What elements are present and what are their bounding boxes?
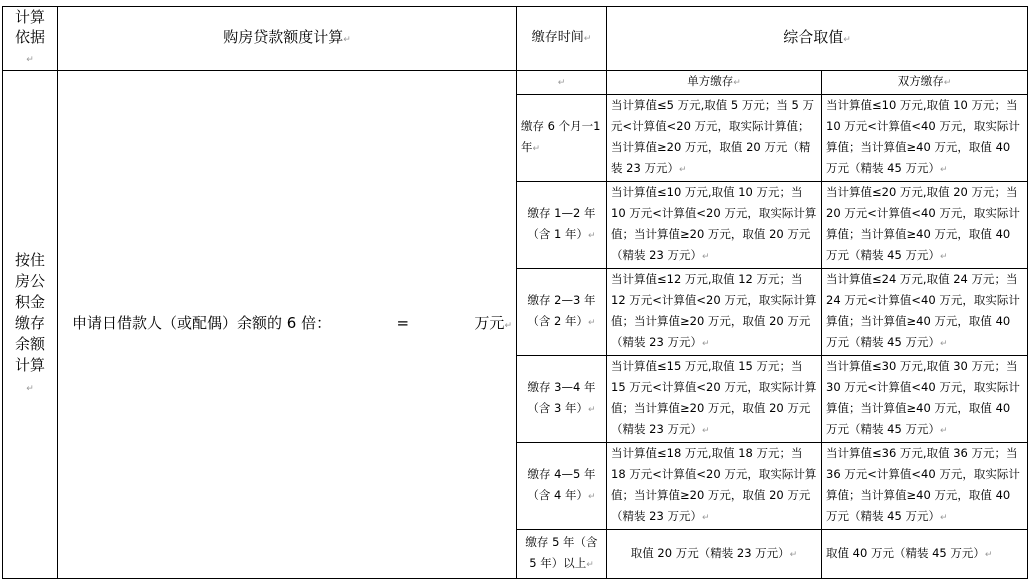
deposit-time: 缴存 1—2 年（含 1 年） ↵: [517, 182, 607, 269]
header-single: 单方缴存 ↵: [607, 71, 822, 95]
double-value: 取值 40 万元（精装 45 万元） ↵: [822, 530, 1028, 579]
deposit-time: 缴存 4—5 年（含 4 年） ↵: [517, 443, 607, 530]
double-value: 当计算值≤36 万元,取值 36 万元；当 36 万元<计算值<40 万元，取实际计算值；当计算值≥40 万元，取值 40 万元（精装 45 万元） ↵: [822, 443, 1028, 530]
double-value: 当计算值≤20 万元,取值 20 万元；当 20 万元<计算值<40 万元，取实际计算值；当计算值≥40 万元，取值 40 万元（精装 45 万元） ↵: [822, 182, 1028, 269]
double-value: 当计算值≤10 万元,取值 10 万元；当 10 万元<计算值<40 万元，取实际计算值；当计算值≥40 万元，取值 40 万元（精装 45 万元） ↵: [822, 95, 1028, 182]
formula-cell: [58, 71, 517, 579]
formula-equals: =: [396, 314, 410, 332]
header-combined: 综合取值 ↵: [607, 7, 1028, 71]
header-deposit-time: 缴存时间 ↵: [517, 7, 607, 71]
single-value: 当计算值≤18 万元,取值 18 万元；当 18 万元<计算值<20 万元，取实际计算值；当计算值≥20 万元，取值 20 万元（精装 23 万元） ↵: [607, 443, 822, 530]
basis-cell: 按住房公积金缴存余额计算 ↵: [3, 71, 58, 579]
header-double: 双方缴存 ↵: [822, 71, 1028, 95]
deposit-time: 缴存 2—3 年（含 2 年） ↵: [517, 269, 607, 356]
subheader-empty: [517, 71, 607, 95]
deposit-time: 缴存 3—4 年（含 3 年） ↵: [517, 356, 607, 443]
double-value: 当计算值≤24 万元,取值 24 万元；当 24 万元<计算值<40 万元，取实际计算值；当计算值≥40 万元，取值 40 万元（精装 45 万元） ↵: [822, 269, 1028, 356]
single-value: 当计算值≤5 万元,取值 5 万元；当 5 万元<计算值<20 万元，取实际计算值；当计算值≥20 万元，取值 20 万元（精装 23 万元） ↵: [607, 95, 822, 182]
deposit-time: 缴存 6 个月一1 年 ↵: [517, 95, 607, 182]
formula-unit: 万元 ↵: [474, 313, 512, 336]
single-value: 当计算值≤15 万元,取值 15 万元；当 15 万元<计算值<20 万元，取实际计算值；当计算值≥20 万元，取值 20 万元（精装 23 万元） ↵: [607, 356, 822, 443]
single-value: 取值 20 万元（精装 23 万元） ↵: [607, 530, 822, 579]
formula-text: 申请日借款人（或配偶）余额的 6 倍：: [72, 314, 332, 332]
single-value: 当计算值≤12 万元,取值 12 万元；当 12 万元<计算值<20 万元，取实际计算值；当计算值≥20 万元，取值 20 万元（精装 23 万元） ↵: [607, 269, 822, 356]
single-value: 当计算值≤10 万元,取值 10 万元；当 10 万元<计算值<20 万元，取实际计算值；当计算值≥20 万元，取值 20 万元（精装 23 万元） ↵: [607, 182, 822, 269]
loan-limit-table: [2, 6, 1028, 579]
deposit-time: 缴存 5 年（含 5 年）以上 ↵: [517, 530, 607, 579]
header-loan-calc: 购房贷款额度计算 ↵: [58, 7, 517, 71]
header-basis: 计算依据 ↵: [3, 7, 58, 71]
double-value: 当计算值≤30 万元,取值 30 万元；当 30 万元<计算值<40 万元，取实际计算值；当计算值≥40 万元，取值 40 万元（精装 45 万元） ↵: [822, 356, 1028, 443]
